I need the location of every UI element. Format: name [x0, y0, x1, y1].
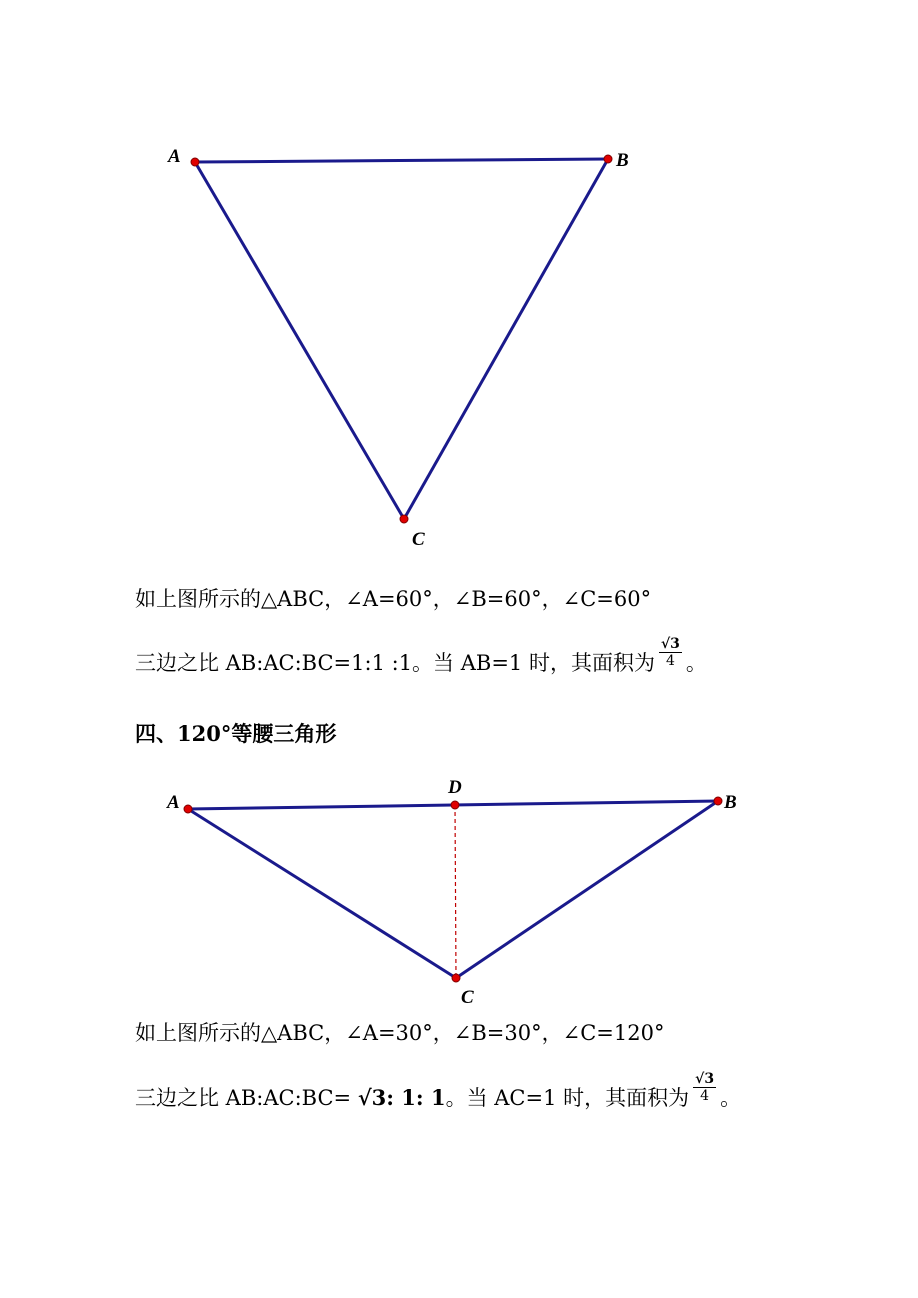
figure2-ratio-values: √3: 1: 1: [357, 1085, 446, 1110]
point-a: [184, 805, 192, 813]
label-a: A: [168, 146, 181, 167]
figure1-ratio-text: 三边之比 AB:AC:BC=1:1 :1。当 AB=1 时，其面积为: [135, 651, 655, 675]
label-d: D: [448, 777, 462, 798]
altitude-cd: [455, 805, 456, 978]
figure2-ratio-mid: 。当 AC=1 时，其面积为: [445, 1086, 690, 1110]
figure2-area-fraction: [693, 1071, 716, 1104]
fraction-numerator: √3: [660, 636, 680, 652]
label-b: B: [616, 150, 629, 171]
point-b: [714, 797, 722, 805]
label-c: C: [412, 529, 425, 550]
figure1-ratio-suffix: 。: [685, 651, 707, 675]
side-ac: [188, 809, 456, 978]
figure2-ratio-text: 三边之比 AB:AC:BC=: [135, 1086, 358, 1110]
label-b: B: [724, 792, 737, 813]
figure2-description: [135, 1019, 664, 1047]
section-heading: 四、120°等腰三角形: [135, 721, 337, 746]
point-d: [451, 801, 459, 809]
label-c: C: [461, 987, 474, 1008]
figure2-angles-text: 如上图所示的△ABC，∠A=30°，∠B=30°，∠C=120°: [135, 1021, 665, 1045]
fraction-denominator: 4: [700, 1088, 710, 1104]
label-a: A: [167, 792, 180, 813]
fraction-denominator: 4: [665, 653, 675, 669]
point-c: [452, 974, 460, 982]
figure2-ratio-suffix: 。: [720, 1086, 742, 1110]
figure1-angles-text: 如上图所示的△ABC，∠A=60°，∠B=60°，∠C=60°: [135, 587, 652, 611]
fraction-numerator: √3: [695, 1071, 715, 1087]
side-bc: [456, 801, 718, 978]
figure2-ratio-line: [135, 1071, 742, 1116]
